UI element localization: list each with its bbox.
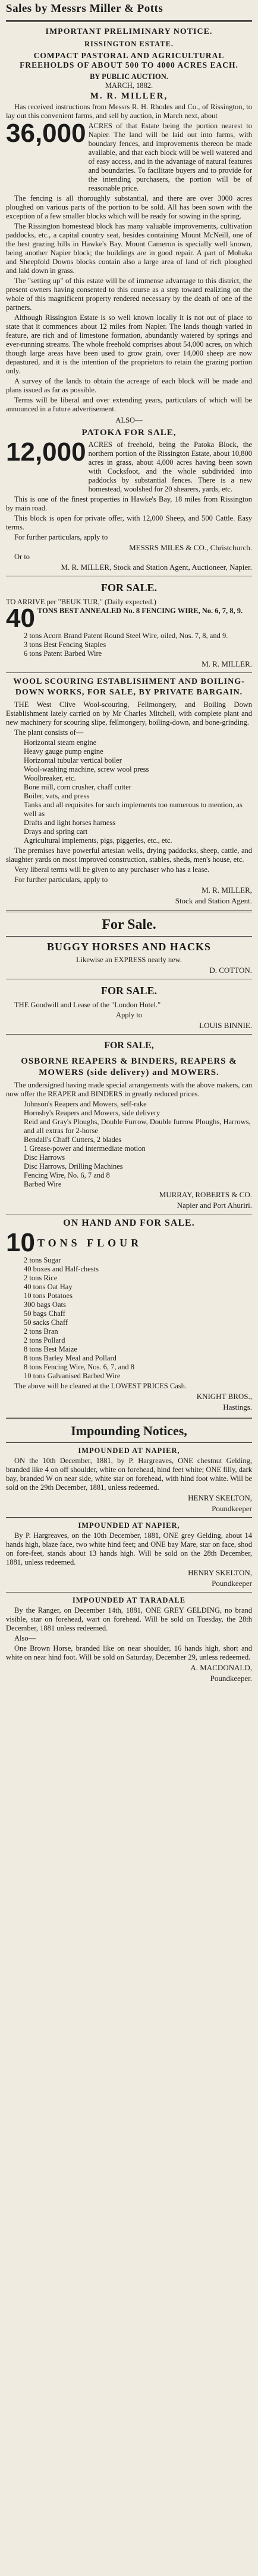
list-item: Johnson's Reapers and Mowers, self-rake [24,1100,147,1108]
list-item: Barbed Wire [24,1180,62,1188]
wire-text: TONS BEST ANNEALED No. 8 FENCING WIRE, No. 6, 7, 8, 9. [37,607,243,615]
paragraph: Very liberal terms will be given to any purchaser who has a lease. [14,865,210,874]
list-item: 300 bags Oats [24,1300,66,1309]
advert-title: ON HAND AND FOR SALE. [63,1218,195,1228]
list-item: 2 tons Bran [24,1327,58,1335]
list-item: 8 tons Fencing Wire, Nos. 6, 7, and 8 [24,1363,135,1371]
list-item: Drays and spring cart [24,827,88,836]
list-item: 10 tons Potatoes [24,1292,73,1300]
list-item: 2 tons Acorn Brand Patent Round Steel Wire, oiled, Nos. 7, 8, and 9. [24,632,228,640]
paragraph: The "setting up" of this estate will be of immense advantage to this district, the present owners having consented to this course as a step toward realizing on the whole of this magnificent property rendered necessary by the death of one of the partners. [6,277,252,312]
advert-wool-scouring [6,677,252,906]
signature-title: Napier and Port Ahuriri. [177,1201,252,1210]
headline: COMPACT PASTORAL AND AGRICULTURAL FREEHOLDS OF ABOUT 500 TO 4000 ACRES EACH. [20,51,238,69]
signature: D. COTTON. [209,966,252,975]
paragraph: Has received instructions from Messrs R. H. Rhodes and Co., of Rissington, to lay out this convenient farms, and sell by auction, in March next, about [6,103,252,120]
advert-column [6,2,252,1683]
advert-title: WOOL SCOURING ESTABLISHMENT AND BOILING-DOWN WORKS, FOR SALE, BY PRIVATE BARGAIN. [13,677,245,697]
estate-name: RISSINGTON ESTATE. [84,40,174,48]
also-label: ALSO— [115,416,143,424]
patoka-acreage-row [6,437,252,494]
divider [6,936,252,937]
signature: MURRAY, ROBERTS & CO. [159,1190,252,1199]
signature-title: Stock and Station Agent. [175,896,252,905]
list-item: Horizontal tubular vertical boiler [24,756,122,764]
paragraph: The Rissington homestead block has many valuable improvements, cultivation paddocks, etc., a capital country seat, besides containing Mount McNeill, one of the best grazing hills in Hawke's Bay. Mount Cameron is specially well known, being another Napier block; the buildings are in good repair. A part of Mohaka and Sheepfold Downs blocks contain also a large area of land of rich ploughed and laid down in grass. [6,222,252,275]
agent-signature: M. R. MILLER, Stock and Station Agent, Auctioneer, Napier. [61,563,252,572]
notice-title: IMPOUNDED AT NAPIER, [78,1446,180,1455]
signature: HENRY SKELTON, [188,1568,252,1577]
arrival-note: TO ARRIVE per "BEUK TUR," (Daily expected.) [6,598,156,606]
implement-list [24,1100,252,1189]
advert-title: FOR SALE. [100,582,158,594]
masthead: Sales by Messrs Miller & Potts [6,2,163,15]
notice-heading: IMPORTANT PRELIMINARY NOTICE. [45,27,213,36]
by-auction: BY PUBLIC AUCTION. [90,72,168,81]
paragraph: The premises have powerful artesian wells, drying paddocks, sheep, cattle, and slaughter yards on most improved construction, stables, sheds, men's house, etc. [6,846,252,864]
paragraph: Although Rissington Estate is so well known locally it is not out of place to state that it commences about 12 miles from Napier. The lands though varied in feature, are rich and of limestone formation, abundantly watered by springs and ever-running streams. The whole freehold comprises about 54,000 acres, on which though large areas have been used to grow grain, over 14,000 sheep are now depastured, and it is the intention of the proprietors to retain the grazing portion only. [6,313,252,375]
divider [6,1517,252,1518]
paragraph: THE West Clive Wool-scouring, Fellmongery, and Boiling Down Establishment lately carried on by Mr Charles Mitchell, with complete plant and new machinery for scouring slipe, fellmongery, boiling-down, and bone-grinding. [6,700,252,727]
divider [6,911,252,912]
list-item: 40 tons Oat Hay [24,1283,73,1291]
list-item: 3 tons Best Fencing Staples [24,640,106,649]
or-label: Or to [14,553,30,561]
advert-osborne-reapers [6,1038,252,1210]
signature-title: Poundkeeper [212,1504,252,1513]
list-item: 8 tons Best Maize [24,1345,77,1353]
list-item: Reid and Gray's Ploughs, Double Furrow, Double furrow Ploughs, Harrows, and all extras for 2-horse [24,1118,251,1135]
list-item: Agricultural implements, pigs, piggeries, etc., etc. [24,836,172,845]
advert-london-hotel [6,983,252,1030]
paragraph: For further particulars, apply to [14,533,108,541]
list-item: Disc Harrows [24,1153,65,1162]
impound-notice [6,1596,252,1683]
auctioneer-name: M. R. MILLER, [90,91,168,101]
plant-list [24,738,252,845]
paragraph: ON the 10th December, 1881, by P. Hargreaves, ONE chestnut Gelding, branded like 4 on off shoulder, white on forehead, hind feet white; ONE filly, dark bay, branded W on near side, white star on forehead, with hind foot white. Will be sold on the 29th December, 1881, unless redeemed. [6,1457,252,1492]
section-title: Impounding Notices, [71,1423,187,1438]
wire-row [6,604,252,633]
divider [6,1442,252,1443]
advert-on-hand [6,1218,252,1412]
list-item: 2 tons Sugar [24,1256,61,1264]
signature-title: Poundkeeper. [210,1674,252,1683]
section-title: For Sale. [102,917,156,932]
divider [6,1034,252,1035]
notice-title: IMPOUNDED AT NAPIER, [78,1521,180,1530]
auction-date: MARCH, 1882. [105,81,153,90]
advert-title: FOR SALE, [104,1040,154,1051]
paragraph: For further particulars, apply to [14,875,108,884]
acreage-number: 36,000 [6,119,86,148]
signature: M. R. MILLER. [202,659,252,668]
list-item: 8 tons Barley Meal and Pollard [24,1354,117,1362]
signature-title: Hastings. [223,1403,252,1411]
list-item: Wool-washing machine, screw wool press [24,765,149,773]
paragraph: One Brown Horse, branded like on near shoulder, 16 hands high, short and white on near hind foot. Will be sold on Saturday, December 29, unless redeemed. [6,1644,252,1661]
list-item: Bone mill, corn crusher, chaff cutter [24,783,131,791]
paragraph: By P. Hargreaves, on the 10th December, 1881, ONE grey Gelding, about 14 hands high, blaze face, two white hind feet; and ONE bay Mare, star on face, shod on fore-feet, stands about 13 hands high. Will be sold on the 28th December, 1881, unless redeemed. [6,1531,252,1566]
patoka-acreage-number: 12,000 [6,437,86,467]
impounding-notices [6,1423,252,1683]
impound-notice [6,1446,252,1514]
notice-title: IMPOUNDED AT TARADALE [72,1596,186,1604]
signature: A. MACDONALD, [190,1663,252,1672]
flour-text: TONS FLOUR [37,1237,143,1249]
apply-label: Apply to [115,1011,143,1019]
patoka-title: PATOKA FOR SALE, [81,428,177,437]
list-item: Hornsby's Reapers and Mowers, side delivery [24,1109,161,1117]
paragraph: The fencing is all thoroughly substantial, and there are over 3000 acres ploughed on various parts of the portion to be sold. All has been sown with the exception of a few smaller blocks which will be ready for sowing in the spring. [6,194,252,220]
paragraph: THE Goodwill and Lease of the "London Hotel." [14,1001,161,1009]
list-item: 10 tons Galvanised Barbed Wire [24,1372,121,1380]
list-item: 50 sacks Chaff [24,1318,68,1327]
advert-title: BUGGY HORSES AND HACKS [47,941,211,953]
patoka-acreage-text: ACRES of freehold, being the Patoka Block, the northern portion of the Rissington Estate, about 10,800 acres in grass, about 4,000 acres having been sown with Cocksfoot, and the whole subdivided into paddocks by substantial fences. There is a new homestead, woolshed for 20 shearers, yards, etc. [88,440,252,493]
list-item: 1 Grease-power and intermediate motion [24,1144,146,1153]
list-item: Tanks and all requisites for such implements too numerous to mention, as well as [24,801,243,818]
list-item: Drafts and light horses harness [24,819,116,827]
paragraph: A survey of the lands to obtain the acreage of each block will be made and plans issued as far as possible. [6,377,252,394]
list-item: 2 tons Rice [24,1274,58,1282]
signature: M. R. MILLER, [202,886,252,894]
paragraph: Terms will be liberal and over extending years, particulars of which will be announced in a future advertisement. [6,396,252,413]
paragraph: By the Ranger, on December 14th, 1881, ONE GREY GELDING, no brand visible, star on forehead, wart on forehead. Will be sold on Tuesday, the 28th December, 1881 unless redeemed. [6,1606,252,1632]
signature: KNIGHT BROS., [196,1392,252,1401]
acreage-text: ACRES of that Estate being the portion nearest to Napier. The land will be laid out into farms, with boundary fences, and improvements thereon be made available, and that each block will be well watered and of easy access, and in the advantage of natural features and boundaries. To facilitate buyers and to provide for the intending purchasers, the portion will be of reasonable price. [88,122,252,192]
signature: LOUIS BINNIE. [199,1021,252,1030]
list-item: Fencing Wire, No. 6, 7 and 8 [24,1171,110,1179]
advert-rissington [6,27,252,572]
list-item: 2 tons Pollard [24,1336,65,1344]
paragraph: The undersigned having made special arrangements with the above makers, can now offer the REAPER and BINDERS in greatly reduced prices. [6,1081,252,1098]
advert-title: FOR SALE. [100,985,158,997]
flour-row [6,1228,252,1257]
signature-title: Poundkeeper [212,1579,252,1588]
impound-notice [6,1521,252,1588]
signature: HENRY SKELTON, [188,1493,252,1502]
flour-tons-number: 10 [6,1228,35,1257]
paragraph: This is one of the finest properties in Hawke's Bay, 18 miles from Rissington by main road. [6,495,252,512]
list-item: Bendall's Chaff Cutters, 2 blades [24,1135,122,1144]
headline: OSBORNE REAPERS & BINDERS, REAPERS & MOWERS (side delivery) and MOWERS. [21,1057,237,1077]
agent-signature: MESSRS MILES & CO., Christchurch. [129,543,252,552]
also-label: Also— [14,1634,36,1642]
list-item: Horizontal steam engine [24,738,97,747]
advert-line: Likewise an EXPRESS nearly new. [76,956,182,964]
paragraph: The plant consists of— [14,728,84,737]
divider [6,20,252,22]
divider [6,1417,252,1419]
paragraph: The above will be cleared at the LOWEST PRICES Cash. [14,1382,187,1390]
list-item: Boiler, vats, and press [24,792,90,800]
wire-tons-number: 40 [6,604,35,633]
list-item: 50 bags Chaff [24,1309,65,1318]
paragraph: This block is open for private offer, with 12,000 Sheep, and 500 Cattle. Easy terms. [6,514,252,531]
divider [6,672,252,673]
list-item: 40 boxes and Half-chests [24,1265,99,1273]
stock-list [24,1256,252,1381]
advert-fencing-wire [6,580,252,669]
list-item: Disc Harrows, Drilling Machines [24,1162,123,1170]
list-item: Woolbreaker, etc. [24,774,76,782]
advert-buggy [6,917,252,975]
list-item: Heavy gauge pump engine [24,747,103,756]
item-list [24,632,252,658]
list-item: 6 tons Patent Barbed Wire [24,649,102,658]
acreage-row [6,119,252,193]
